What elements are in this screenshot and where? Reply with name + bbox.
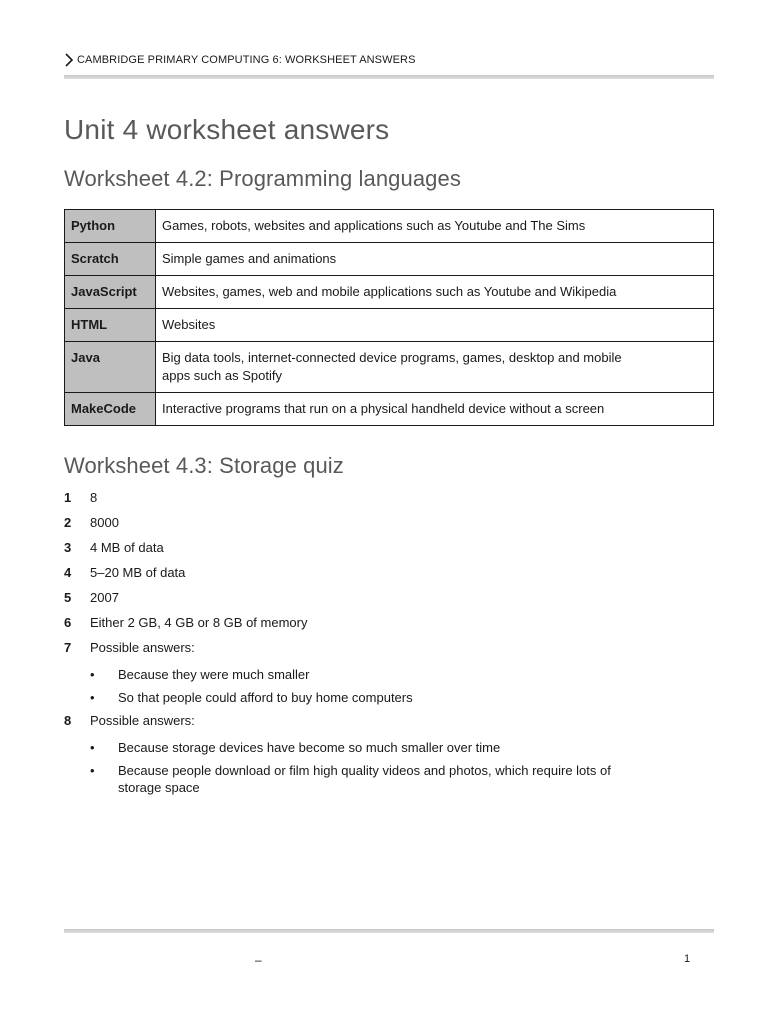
answer-text: 8000	[90, 515, 119, 530]
uses-cell: Websites, games, web and mobile applications such as Youtube and Wikipedia	[156, 276, 714, 309]
language-cell: Scratch	[65, 243, 156, 276]
answer-text: Possible answers:	[90, 713, 195, 728]
table-row	[65, 210, 714, 243]
table-row	[65, 276, 714, 309]
section-heading-storage-quiz: Worksheet 4.3: Storage quiz	[64, 453, 344, 478]
uses-cell: Interactive programs that run on a physical handheld device without a screen	[156, 393, 714, 426]
table-row	[65, 393, 714, 426]
answer-text: 5–20 MB of data	[90, 565, 186, 580]
section-heading-programming-languages: Worksheet 4.2: Programming languages	[64, 166, 461, 191]
language-cell: Java	[65, 342, 156, 393]
bullet-text: Because people download or film high quality videos and photos, which require lots of storage space	[118, 763, 611, 795]
chevron-right-icon	[64, 53, 74, 67]
running-header	[64, 51, 714, 69]
uses-cell: Games, robots, websites and applications such as Youtube and The Sims	[156, 210, 714, 243]
language-cell: MakeCode	[65, 393, 156, 426]
bullet-icon: •	[90, 740, 95, 755]
table-row	[65, 309, 714, 342]
bullet-icon: •	[90, 763, 95, 778]
page-title: Unit 4 worksheet answers	[64, 114, 390, 145]
bullet-icon: •	[90, 667, 95, 682]
uses-cell: Big data tools, internet-connected device programs, games, desktop and mobile apps such as Spotify	[156, 342, 714, 393]
table-row	[65, 243, 714, 276]
question-number: 5	[64, 590, 72, 605]
uses-cell: Simple games and animations	[156, 243, 714, 276]
language-cell: HTML	[65, 309, 156, 342]
answer-text: Either 2 GB, 4 GB or 8 GB of memory	[90, 615, 308, 630]
footer-dash: –	[255, 953, 262, 967]
footer-rule	[64, 929, 714, 933]
header-text: CAMBRIDGE PRIMARY COMPUTING 6: WORKSHEET ANSWERS	[77, 54, 416, 66]
bullet-text: Because they were much smaller	[118, 667, 310, 682]
page-number: 1	[684, 953, 691, 965]
question-number: 3	[64, 540, 72, 555]
language-cell: JavaScript	[65, 276, 156, 309]
table-row	[65, 342, 714, 393]
answer-text: Possible answers:	[90, 640, 195, 655]
question-number: 6	[64, 615, 72, 630]
answer-text: 8	[90, 490, 98, 505]
bullet-text: Because storage devices have become so much smaller over time	[118, 740, 501, 755]
header-rule	[64, 75, 714, 79]
answer-text: 2007	[90, 590, 119, 605]
question-number: 1	[64, 490, 72, 505]
question-number: 7	[64, 640, 72, 655]
uses-cell: Websites	[156, 309, 714, 342]
language-cell: Python	[65, 210, 156, 243]
question-number: 2	[64, 515, 72, 530]
bullet-text: So that people could afford to buy home computers	[118, 690, 413, 705]
question-number: 8	[64, 713, 72, 728]
answer-text: 4 MB of data	[90, 540, 164, 555]
question-number: 4	[64, 565, 72, 580]
programming-languages-table	[64, 209, 714, 426]
bullet-icon: •	[90, 690, 95, 705]
